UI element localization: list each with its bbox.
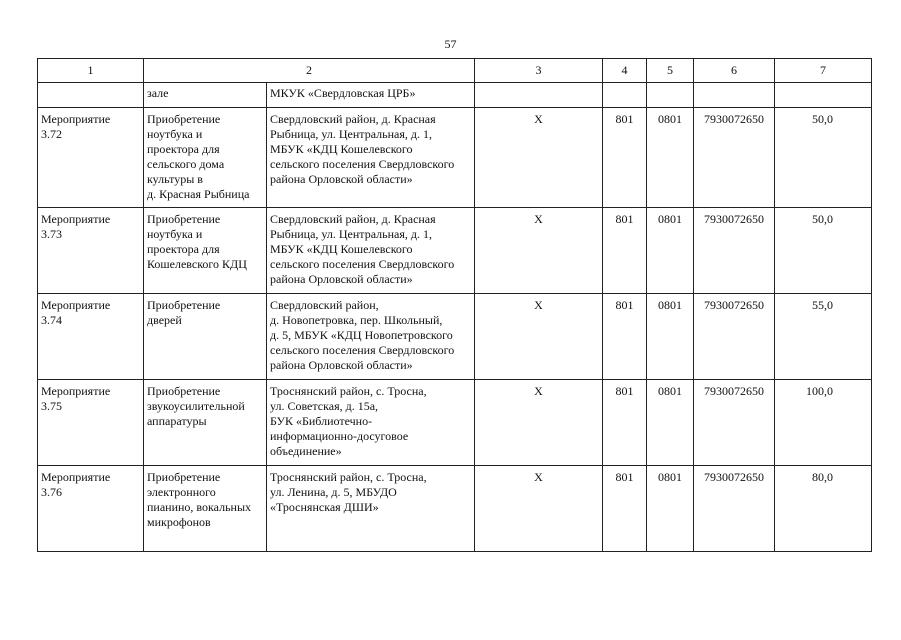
cell-col5: 0801	[647, 108, 694, 208]
cell-event: Мероприятие 3.72	[38, 108, 144, 208]
table-row	[38, 108, 872, 208]
cell-name: Приобретение электронного пианино, вокальных микрофонов	[144, 466, 267, 552]
cell-col7: 50,0	[775, 108, 872, 208]
cell-col7	[775, 83, 872, 108]
header-col-2: 2	[144, 59, 475, 83]
cell-col6: 7930072650	[694, 294, 775, 380]
table-row	[38, 466, 872, 552]
cell-col4: 801	[603, 466, 647, 552]
cell-place: Троснянский район, с. Тросна, ул. Советская, д. 15а, БУК «Библиотечно- информационно-досуговое объединение»	[267, 380, 475, 466]
cell-col5: 0801	[647, 294, 694, 380]
cell-col4: 801	[603, 108, 647, 208]
cell-event: Мероприятие 3.76	[38, 466, 144, 552]
cell-col5: 0801	[647, 208, 694, 294]
table-row	[38, 380, 872, 466]
cell-col3: Х	[475, 466, 603, 552]
cell-col7: 55,0	[775, 294, 872, 380]
cell-event: Мероприятие 3.75	[38, 380, 144, 466]
cell-event: Мероприятие 3.74	[38, 294, 144, 380]
table-row	[38, 208, 872, 294]
cell-col6: 7930072650	[694, 108, 775, 208]
header-row	[38, 59, 872, 83]
cell-name: зале	[144, 83, 267, 108]
page-number: 57	[444, 37, 457, 51]
cell-col3: Х	[475, 108, 603, 208]
cell-col7: 100,0	[775, 380, 872, 466]
cell-col7: 80,0	[775, 466, 872, 552]
budget-table	[37, 58, 872, 552]
header-col-3: 3	[475, 59, 603, 83]
cell-place: МКУК «Свердловская ЦРБ»	[267, 83, 475, 108]
cell-col6: 7930072650	[694, 208, 775, 294]
cell-place: Троснянский район, с. Тросна, ул. Ленина, д. 5, МБУДО «Троснянская ДШИ»	[267, 466, 475, 552]
cell-col6	[694, 83, 775, 108]
header-col-4: 4	[603, 59, 647, 83]
cell-col5: 0801	[647, 380, 694, 466]
cell-col6: 7930072650	[694, 380, 775, 466]
cell-col5: 0801	[647, 466, 694, 552]
cell-col4: 801	[603, 208, 647, 294]
cell-col5	[647, 83, 694, 108]
cell-col4: 801	[603, 294, 647, 380]
cell-col3: Х	[475, 208, 603, 294]
header-col-1: 1	[38, 59, 144, 83]
cell-name: Приобретение ноутбука и проектора для Кошелевского КДЦ	[144, 208, 267, 294]
cell-name: Приобретение ноутбука и проектора для сельского дома культуры в д. Красная Рыбница	[144, 108, 267, 208]
cell-place: Свердловский район, д. Красная Рыбница, ул. Центральная, д. 1, МБУК «КДЦ Кошелевского сельского поселения Свердловского района Орловской области»	[267, 208, 475, 294]
cell-col6: 7930072650	[694, 466, 775, 552]
cell-event: Мероприятие 3.73	[38, 208, 144, 294]
header-col-5: 5	[647, 59, 694, 83]
cell-name: Приобретение звукоусилительной аппаратуры	[144, 380, 267, 466]
cell-name: Приобретение дверей	[144, 294, 267, 380]
cell-place: Свердловский район, д. Красная Рыбница, ул. Центральная, д. 1, МБУК «КДЦ Кошелевского сельского поселения Свердловского района Орловской области»	[267, 108, 475, 208]
cell-event	[38, 83, 144, 108]
cell-col4	[603, 83, 647, 108]
cell-col7: 50,0	[775, 208, 872, 294]
cell-col3: Х	[475, 294, 603, 380]
continuation-row	[38, 83, 872, 108]
cell-col3: Х	[475, 380, 603, 466]
cell-col4: 801	[603, 380, 647, 466]
cell-place: Свердловский район, д. Новопетровка, пер. Школьный, д. 5, МБУК «КДЦ Новопетровского сельского поселения Свердловского района Орловской области»	[267, 294, 475, 380]
cell-col3	[475, 83, 603, 108]
table-row	[38, 294, 872, 380]
header-col-6: 6	[694, 59, 775, 83]
header-col-7: 7	[775, 59, 872, 83]
